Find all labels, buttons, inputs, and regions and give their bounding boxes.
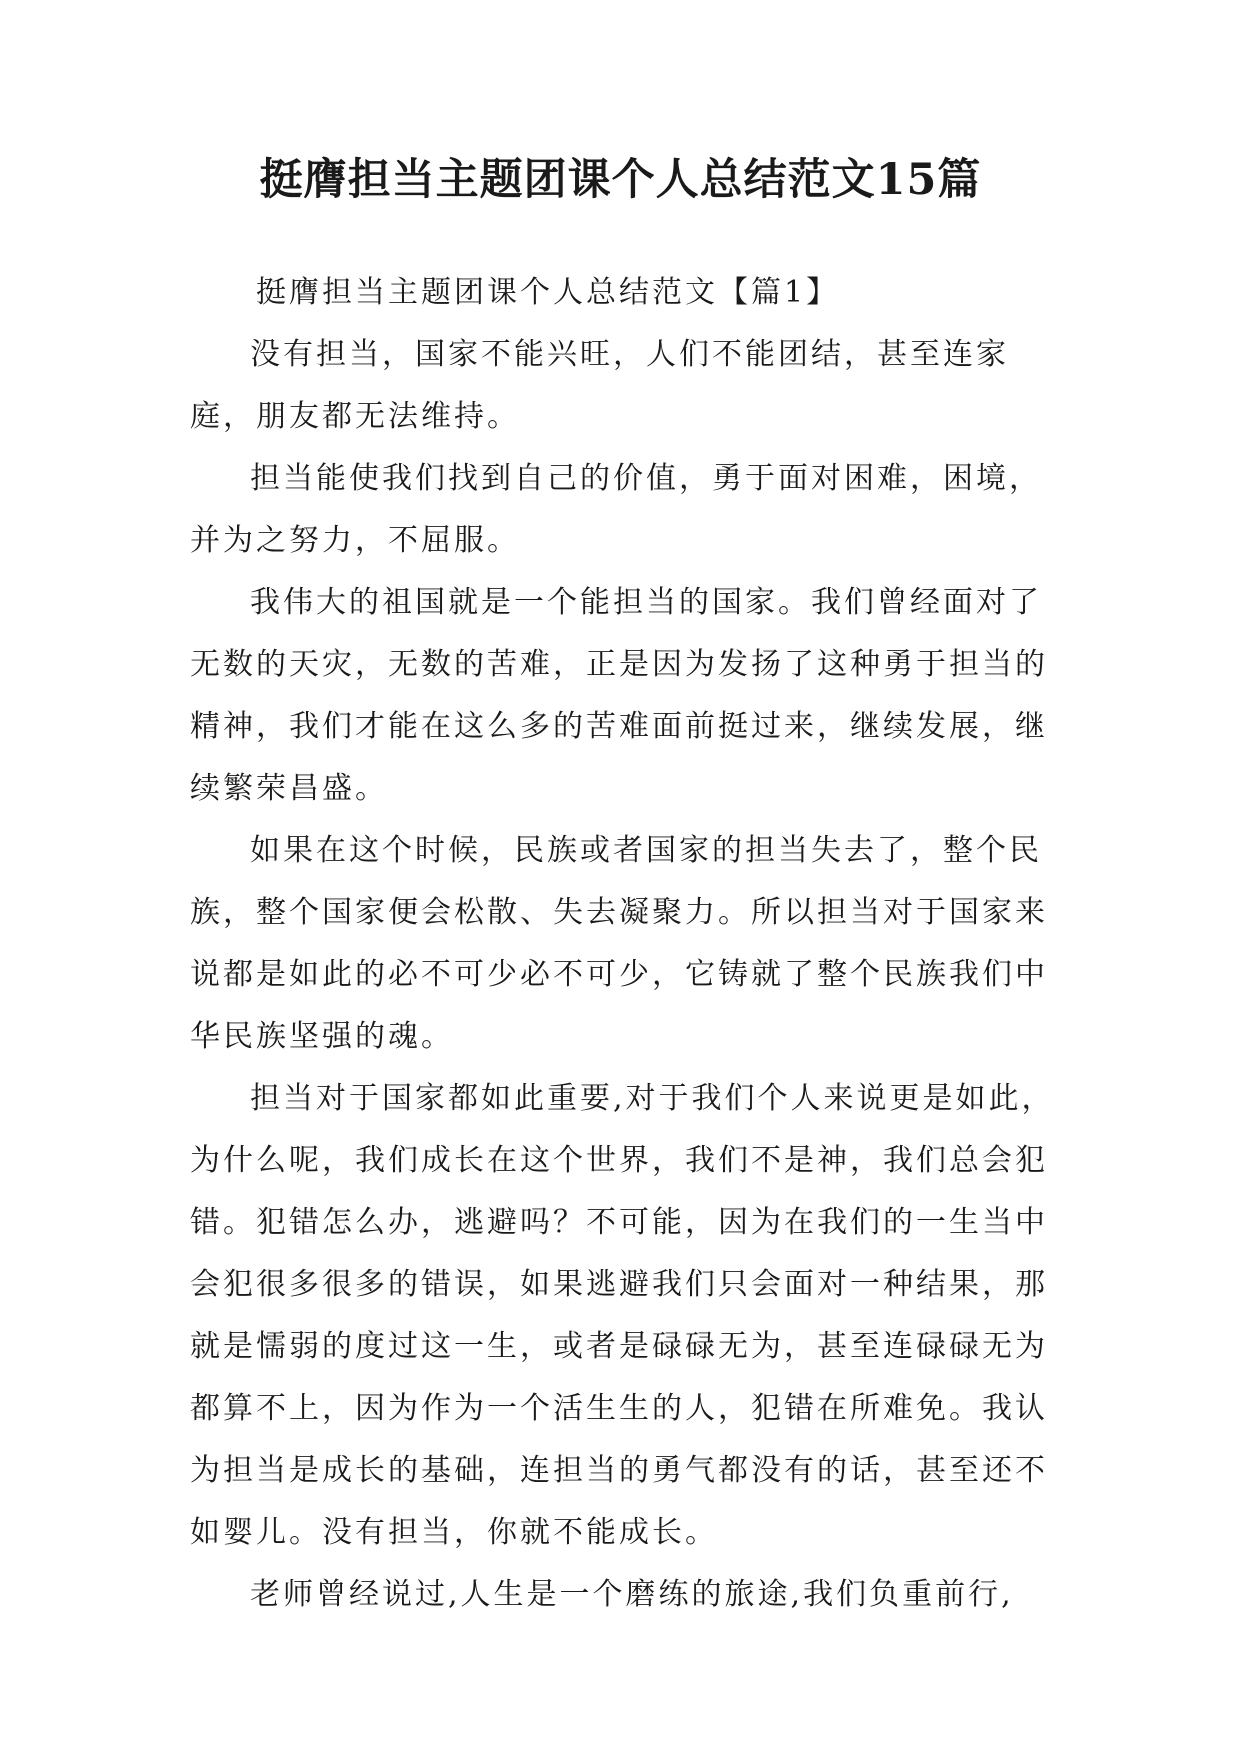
document-body xyxy=(190,262,1070,1626)
paragraph: 老师曾经说过,人生是一个磨练的旅途,我们负重前行, xyxy=(250,1577,1014,1612)
paragraph: 没有担当，国家不能兴旺，人们不能团结，甚至连家庭，朋友都无法维持。 xyxy=(190,337,1009,434)
paragraph: 如果在这个时候，民族或者国家的担当失去了，整个民族，整个国家便会松散、失去凝聚力。所以担当对于国家来说都是如此的必不可少必不可少，它铸就了整个民族我们中华民族坚强的魂。 xyxy=(190,833,1048,1054)
section-heading: 挺膺担当主题团课个人总结范文【篇1】 xyxy=(256,275,840,310)
paragraph: 我伟大的祖国就是一个能担当的国家。我们曾经面对了无数的天灾，无数的苦难，正是因为发扬了这种勇于担当的精神，我们才能在这么多的苦难面前挺过来，继续发展，继续繁荣昌盛。 xyxy=(190,585,1048,806)
paragraph: 担当能使我们找到自己的价值，勇于面对困难，困境，并为之努力，不屈服。 xyxy=(190,461,1042,558)
paragraph: 担当对于国家都如此重要,对于我们个人来说更是如此，为什么呢，我们成长在这个世界，我们不是神，我们总会犯错。犯错怎么办，逃避吗？不可能，因为在我们的一生当中会犯很多很多的错误，如果逃避我们只会面对一种结果，那就是懦弱的度过这一生，或者是碌碌无为，甚至连碌碌无为都算不上，因为作为一个活生生的人，犯错在所难免。我认为担当是成长的基础，连担当的勇气都没有的话，甚至还不如婴儿。没有担当，你就不能成长。 xyxy=(190,1081,1055,1550)
document-title: 挺膺担当主题团课个人总结范文15篇 xyxy=(259,155,982,205)
